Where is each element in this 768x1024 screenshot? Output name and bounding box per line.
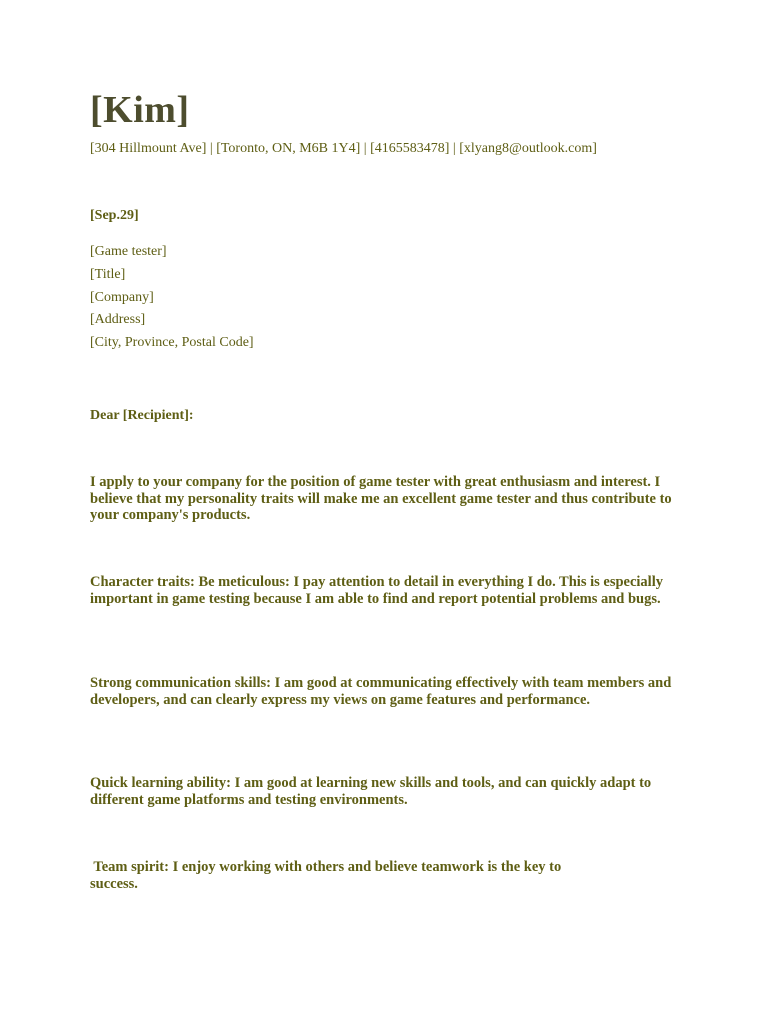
body-paragraph-character-traits: Character traits: Be meticulous: I pay attention to detail in everything I do. This is especially important in game testing because I am able to find and report potential problems and bugs. <box>90 574 663 607</box>
contact-info: [304 Hillmount Ave] | [Toronto, ON, M6B 1Y4] | [4165583478] | [xlyang8@outlook.com] <box>90 141 597 156</box>
recipient-address-block <box>90 241 254 355</box>
letter-date: [Sep.29] <box>90 208 139 223</box>
sender-name: [Kim] <box>90 89 190 131</box>
recipient-line: [Title] <box>90 266 126 282</box>
salutation: Dear [Recipient]: <box>90 408 194 423</box>
recipient-line: [City, Province, Postal Code] <box>90 335 254 351</box>
recipient-line: [Address] <box>90 312 146 328</box>
body-paragraph-team-spirit: Team spirit: I enjoy working with others and believe teamwork is the key to success. <box>90 859 562 892</box>
body-paragraph-intro: I apply to your company for the position of game tester with great enthusiasm and interest. I believe that my personality traits will make me an excellent game tester and thus contribute to your company's products. <box>90 474 672 524</box>
body-paragraph-communication: Strong communication skills: I am good at communicating effectively with team members and developers, and can clearly express my views on game features and performance. <box>90 675 672 708</box>
recipient-line: [Company] <box>90 289 154 305</box>
recipient-line: [Game tester] <box>90 244 167 259</box>
body-paragraph-learning: Quick learning ability: I am good at learning new skills and tools, and can quickly adapt to different game platforms and testing environments. <box>90 775 652 808</box>
